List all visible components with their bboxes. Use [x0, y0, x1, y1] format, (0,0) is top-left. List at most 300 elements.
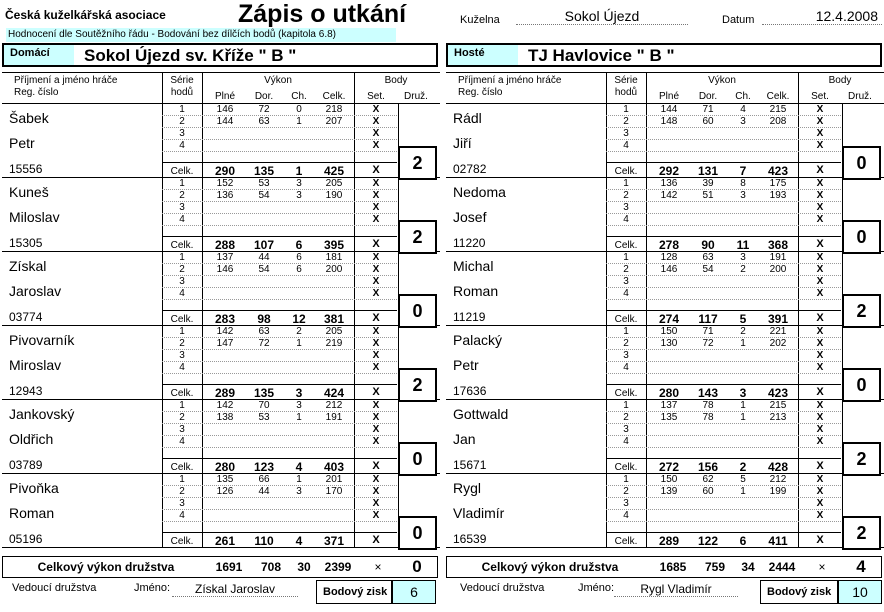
player-reg-number[interactable]: 15305 — [9, 236, 43, 250]
series-row — [606, 326, 841, 338]
set-mark: X — [816, 338, 824, 349]
player-total-row — [162, 310, 397, 326]
series-row — [606, 400, 841, 412]
total-full: 272 — [658, 460, 680, 474]
series-row — [162, 436, 397, 448]
player-surname[interactable]: Nedoma — [453, 184, 506, 200]
total-value: 205 — [325, 326, 343, 337]
clear-value[interactable]: 54 — [258, 264, 270, 275]
set-total-mark: X — [816, 312, 824, 324]
player-surname[interactable]: Michal — [453, 258, 494, 274]
set-mark: X — [816, 140, 824, 151]
series-row — [162, 264, 397, 276]
full-value[interactable]: 148 — [660, 116, 678, 127]
player-block — [2, 178, 440, 252]
column-team-label: Druž. — [404, 91, 428, 102]
clear-value[interactable]: 60 — [702, 116, 714, 127]
set-mark: X — [372, 202, 380, 213]
set-mark: X — [816, 424, 824, 435]
player-reg-number[interactable]: 03789 — [9, 458, 43, 472]
player-reg-number[interactable]: 11219 — [453, 310, 486, 324]
player-block — [446, 474, 884, 548]
player-points[interactable]: 2 — [842, 294, 881, 328]
series-number: 1 — [623, 104, 629, 115]
set-total-mark: X — [372, 460, 380, 472]
guest-sum-x: × — [818, 560, 826, 574]
clear-value[interactable]: 44 — [258, 486, 270, 497]
set-mark: X — [372, 412, 380, 423]
miss-value[interactable]: 4 — [740, 104, 746, 115]
player-reg-number[interactable]: 02782 — [453, 162, 487, 176]
set-mark: X — [372, 424, 380, 435]
series-number: 2 — [179, 338, 185, 349]
full-value[interactable]: 144 — [660, 104, 678, 115]
clear-value[interactable]: 71 — [702, 326, 714, 337]
clear-value[interactable]: 54 — [258, 190, 270, 201]
total-full: 288 — [214, 238, 236, 252]
total-miss: 7 — [739, 164, 747, 178]
series-row — [162, 116, 397, 128]
total-row-label: Celk. — [614, 314, 638, 325]
player-block — [446, 252, 884, 326]
home-score-value[interactable]: 6 — [392, 580, 436, 604]
player-points[interactable]: 2 — [842, 442, 881, 476]
player-points[interactable]: 0 — [842, 220, 881, 254]
column-clear-label: Dor. — [254, 91, 274, 102]
home-team-name[interactable]: Sokol Újezd sv. Kříže " B " — [84, 46, 297, 65]
total-value: 212 — [325, 400, 343, 411]
set-mark: X — [372, 276, 380, 287]
column-series-label: Série — [614, 75, 638, 86]
series-number: 1 — [179, 252, 185, 263]
set-mark: X — [372, 104, 380, 115]
series-row — [606, 338, 841, 350]
player-first-name[interactable]: Jan — [453, 431, 476, 447]
series-number: 2 — [179, 116, 185, 127]
date-field[interactable]: 12.4.2008 — [762, 8, 882, 25]
full-value[interactable]: 130 — [660, 338, 678, 349]
total-row-label: Celk. — [614, 240, 638, 251]
series-row — [606, 190, 841, 202]
clear-value[interactable]: 78 — [702, 412, 714, 423]
miss-value[interactable]: 1 — [296, 116, 302, 127]
player-block — [446, 326, 884, 400]
miss-value[interactable]: 3 — [296, 400, 302, 411]
set-mark: X — [372, 362, 380, 373]
series-number: 4 — [623, 436, 629, 447]
set-mark: X — [372, 486, 380, 497]
set-mark: X — [816, 264, 824, 275]
clear-value[interactable]: 63 — [702, 252, 714, 263]
clear-value[interactable]: 60 — [702, 486, 714, 497]
guest-score-value[interactable]: 10 — [838, 580, 882, 604]
total-full: 290 — [214, 164, 236, 178]
total-clear: 156 — [697, 460, 719, 474]
total-clear: 122 — [697, 534, 719, 548]
series-row — [606, 116, 841, 128]
clear-value[interactable]: 72 — [258, 338, 270, 349]
scoring-rule-note: Hodnocení dle Soutěžního řádu - Bodování bez dílčích bodů (kapitola 6.8) — [6, 28, 396, 42]
miss-value[interactable]: 1 — [740, 400, 746, 411]
player-first-name[interactable]: Petr — [453, 357, 479, 373]
column-series-label-2: hodů — [614, 87, 638, 98]
total-full: 274 — [658, 312, 680, 326]
series-row — [606, 350, 841, 362]
clear-value[interactable]: 78 — [702, 400, 714, 411]
player-points[interactable]: 0 — [398, 442, 437, 476]
home-leader-label: Vedoucí družstva — [12, 582, 97, 594]
total-sum: 423 — [767, 164, 789, 178]
home-panel — [2, 72, 440, 548]
series-number: 4 — [623, 214, 629, 225]
set-mark: X — [816, 104, 824, 115]
player-block — [2, 326, 440, 400]
column-full-label: Plné — [214, 91, 235, 102]
column-header — [2, 72, 440, 104]
series-row — [606, 288, 841, 300]
home-sum-clear: 708 — [260, 560, 282, 574]
miss-value[interactable]: 3 — [296, 486, 302, 497]
total-clear: 135 — [253, 386, 275, 400]
column-series-label: Série — [170, 75, 194, 86]
player-reg-number[interactable]: 11220 — [453, 236, 486, 250]
series-number: 1 — [179, 104, 185, 115]
miss-value[interactable]: 5 — [740, 474, 746, 485]
miss-value[interactable]: 0 — [296, 104, 302, 115]
clear-value[interactable]: 63 — [258, 326, 270, 337]
set-mark: X — [372, 140, 380, 151]
total-full: 292 — [658, 164, 680, 178]
full-value[interactable]: 126 — [216, 486, 234, 497]
full-value[interactable]: 136 — [216, 190, 234, 201]
column-series-label-2: hodů — [170, 87, 194, 98]
home-sum-total: 2399 — [324, 560, 352, 574]
series-number: 2 — [623, 116, 629, 127]
column-points-label: Body — [828, 75, 852, 86]
clear-value[interactable]: 39 — [702, 178, 714, 189]
player-points[interactable]: 2 — [842, 516, 881, 550]
miss-value[interactable]: 2 — [740, 326, 746, 337]
player-points[interactable]: 2 — [398, 368, 437, 402]
total-clear: 107 — [253, 238, 275, 252]
clear-value[interactable]: 54 — [702, 264, 714, 275]
full-value[interactable]: 146 — [216, 264, 234, 275]
full-value[interactable]: 152 — [216, 178, 234, 189]
total-sum: 411 — [768, 534, 788, 548]
set-mark: X — [816, 412, 824, 423]
clear-value[interactable]: 70 — [258, 400, 270, 411]
player-reg-number[interactable]: 12943 — [9, 384, 43, 398]
column-reg-label: Reg. číslo — [458, 87, 503, 98]
series-number: 2 — [623, 338, 629, 349]
guest-team-name[interactable]: TJ Havlovice " B " — [528, 46, 675, 65]
total-full: 283 — [214, 312, 236, 326]
series-row — [162, 400, 397, 412]
miss-value[interactable]: 3 — [740, 116, 746, 127]
series-row — [606, 252, 841, 264]
total-sum: 423 — [767, 386, 789, 400]
player-reg-number[interactable]: 17636 — [453, 384, 487, 398]
miss-value[interactable]: 1 — [296, 338, 302, 349]
column-team-label: Druž. — [848, 91, 872, 102]
full-value[interactable]: 139 — [660, 486, 678, 497]
series-row — [606, 412, 841, 424]
player-first-name[interactable]: Jaroslav — [9, 283, 62, 299]
total-sum: 395 — [323, 238, 345, 252]
full-value[interactable]: 142 — [216, 326, 234, 337]
full-value[interactable]: 147 — [216, 338, 234, 349]
player-total-row — [162, 532, 397, 548]
player-points[interactable]: 0 — [398, 294, 437, 328]
total-miss: 6 — [295, 238, 303, 252]
column-clear-label: Dor. — [698, 91, 718, 102]
set-mark: X — [816, 362, 824, 373]
guest-sum-label: Celkový výkon družstva — [481, 560, 619, 574]
series-number: 1 — [623, 400, 629, 411]
set-mark: X — [372, 116, 380, 127]
series-number: 1 — [623, 326, 629, 337]
set-total-mark: X — [372, 386, 380, 398]
miss-value[interactable]: 3 — [740, 190, 746, 201]
total-row-label: Celk. — [614, 166, 638, 177]
miss-value[interactable]: 2 — [740, 264, 746, 275]
guest-team-header — [446, 43, 882, 67]
guest-sum-miss: 34 — [741, 560, 755, 574]
player-reg-number[interactable]: 16539 — [453, 532, 487, 546]
series-number: 1 — [623, 252, 629, 263]
player-surname[interactable]: Palacký — [453, 332, 503, 348]
column-miss-label: Ch. — [735, 91, 751, 102]
clear-value[interactable]: 53 — [258, 412, 270, 423]
clear-value[interactable]: 71 — [702, 104, 714, 115]
series-number: 1 — [179, 474, 185, 485]
guest-sum-total: 2444 — [768, 560, 796, 574]
set-mark: X — [816, 350, 824, 361]
set-mark: X — [816, 510, 824, 521]
series-row — [606, 486, 841, 498]
series-row — [162, 276, 397, 288]
set-mark: X — [372, 190, 380, 201]
series-number: 2 — [623, 264, 629, 275]
player-reg-number[interactable]: 05196 — [9, 532, 43, 546]
clear-value[interactable]: 62 — [702, 474, 714, 485]
series-number: 1 — [179, 326, 185, 337]
player-total-row — [162, 162, 397, 178]
total-row-label: Celk. — [170, 166, 194, 177]
player-surname[interactable]: Pivovarník — [9, 332, 75, 348]
series-number: 3 — [179, 424, 185, 435]
venue-field[interactable]: Sokol Újezd — [516, 8, 688, 25]
clear-value[interactable]: 66 — [258, 474, 270, 485]
player-total-row — [606, 384, 841, 400]
full-value[interactable]: 150 — [660, 474, 678, 485]
miss-value[interactable]: 1 — [740, 338, 746, 349]
player-surname[interactable]: Rygl — [453, 480, 482, 496]
home-name-label: Jméno: — [134, 582, 171, 594]
series-number: 3 — [623, 276, 629, 287]
miss-value[interactable]: 6 — [296, 264, 302, 275]
series-row — [162, 510, 397, 522]
series-number: 2 — [623, 190, 629, 201]
total-miss: 3 — [739, 386, 747, 400]
player-first-name[interactable]: Miroslav — [9, 357, 62, 373]
set-mark: X — [372, 510, 380, 521]
full-value[interactable]: 137 — [660, 400, 678, 411]
full-value[interactable]: 146 — [216, 104, 234, 115]
total-row-label: Celk. — [170, 240, 194, 251]
clear-value[interactable]: 72 — [258, 104, 270, 115]
series-row — [606, 178, 841, 190]
series-row — [606, 436, 841, 448]
full-value[interactable]: 135 — [660, 412, 678, 423]
player-points[interactable]: 0 — [842, 368, 881, 402]
player-reg-number[interactable]: 15671 — [453, 458, 487, 472]
player-block — [2, 474, 440, 548]
clear-value[interactable]: 72 — [702, 338, 714, 349]
player-surname[interactable]: Jankovský — [9, 406, 75, 422]
player-reg-number[interactable]: 03774 — [9, 310, 43, 324]
miss-value[interactable]: 1 — [296, 412, 302, 423]
player-surname[interactable]: Šabek — [9, 110, 49, 126]
total-value: 191 — [325, 412, 343, 423]
full-value[interactable]: 135 — [216, 474, 234, 485]
miss-value[interactable]: 6 — [296, 252, 302, 263]
series-number: 3 — [179, 202, 185, 213]
column-points-label: Body — [384, 75, 408, 86]
player-first-name[interactable]: Roman — [453, 283, 499, 299]
series-row — [162, 350, 397, 362]
set-mark: X — [372, 252, 380, 263]
series-number: 1 — [623, 178, 629, 189]
series-row — [606, 498, 841, 510]
player-points[interactable]: 0 — [398, 516, 437, 550]
full-value[interactable]: 128 — [660, 252, 678, 263]
series-row — [162, 338, 397, 350]
home-sum-full: 1691 — [215, 560, 243, 574]
player-first-name[interactable]: Vladimír — [453, 505, 505, 521]
date-label: Datum — [722, 14, 755, 26]
miss-value[interactable]: 3 — [296, 178, 302, 189]
full-value[interactable]: 142 — [660, 190, 678, 201]
miss-value[interactable]: 1 — [740, 486, 746, 497]
player-first-name[interactable]: Oldřich — [9, 431, 54, 447]
guest-leader-field[interactable]: Rygl Vladimír — [614, 582, 738, 597]
set-mark: X — [816, 486, 824, 497]
player-points[interactable]: 2 — [398, 146, 437, 180]
series-row — [162, 104, 397, 116]
set-mark: X — [372, 474, 380, 485]
set-total-mark: X — [816, 460, 824, 472]
full-value[interactable]: 142 — [216, 400, 234, 411]
series-row — [606, 214, 841, 226]
miss-value[interactable]: 8 — [740, 178, 746, 189]
full-value[interactable]: 136 — [660, 178, 678, 189]
player-first-name[interactable]: Miloslav — [9, 209, 60, 225]
set-mark: X — [372, 288, 380, 299]
total-miss: 6 — [739, 534, 747, 548]
player-points[interactable]: 0 — [842, 146, 881, 180]
home-leader-field[interactable]: Získal Jaroslav — [172, 582, 298, 597]
player-block — [446, 178, 884, 252]
full-value[interactable]: 146 — [660, 264, 678, 275]
series-number: 4 — [179, 288, 185, 299]
series-number: 3 — [179, 350, 185, 361]
total-value: 200 — [325, 264, 343, 275]
full-value[interactable]: 138 — [216, 412, 234, 423]
guest-leader-label: Vedoucí družstva — [460, 582, 545, 594]
miss-value[interactable]: 2 — [296, 326, 302, 337]
player-block — [2, 252, 440, 326]
player-points[interactable]: 2 — [398, 220, 437, 254]
player-reg-number[interactable]: 15556 — [9, 162, 43, 176]
total-value: 207 — [325, 116, 343, 127]
clear-value[interactable]: 53 — [258, 178, 270, 189]
clear-value[interactable]: 51 — [702, 190, 714, 201]
player-total-row — [606, 458, 841, 474]
total-value: 200 — [769, 264, 787, 275]
clear-value[interactable]: 44 — [258, 252, 270, 263]
series-number: 3 — [623, 202, 629, 213]
player-surname[interactable]: Gottwald — [453, 406, 509, 422]
miss-value[interactable]: 1 — [296, 474, 302, 485]
total-sum: 381 — [323, 312, 345, 326]
full-value[interactable]: 144 — [216, 116, 234, 127]
player-first-name[interactable]: Josef — [453, 209, 487, 225]
player-first-name[interactable]: Roman — [9, 505, 55, 521]
series-row — [162, 412, 397, 424]
full-value[interactable]: 137 — [216, 252, 234, 263]
set-mark: X — [816, 202, 824, 213]
miss-value[interactable]: 3 — [740, 252, 746, 263]
total-clear: 143 — [697, 386, 719, 400]
series-number: 3 — [623, 128, 629, 139]
total-value: 213 — [769, 412, 787, 423]
column-set-label: Set. — [811, 91, 829, 102]
set-mark: X — [816, 276, 824, 287]
guest-panel — [446, 72, 884, 548]
column-reg-label: Reg. číslo — [14, 87, 59, 98]
clear-value[interactable]: 63 — [258, 116, 270, 127]
series-row — [606, 140, 841, 152]
player-surname[interactable]: Kuneš — [9, 184, 49, 200]
miss-value[interactable]: 1 — [740, 412, 746, 423]
player-first-name[interactable]: Petr — [9, 135, 35, 151]
series-row — [162, 362, 397, 374]
total-row-label: Celk. — [170, 536, 194, 547]
player-surname[interactable]: Pivoňka — [9, 480, 59, 496]
series-row — [606, 264, 841, 276]
set-mark: X — [816, 436, 824, 447]
total-full: 280 — [658, 386, 680, 400]
total-sum: 371 — [323, 534, 345, 548]
total-clear: 98 — [257, 312, 271, 326]
set-mark: X — [816, 252, 824, 263]
full-value[interactable]: 150 — [660, 326, 678, 337]
total-sum: 424 — [323, 386, 345, 400]
series-row — [162, 424, 397, 436]
home-team-total — [2, 556, 438, 578]
player-surname[interactable]: Získal — [9, 258, 47, 274]
total-value: 215 — [769, 400, 787, 411]
series-number: 1 — [179, 400, 185, 411]
series-row — [162, 178, 397, 190]
player-surname[interactable]: Rádl — [453, 110, 482, 126]
miss-value[interactable]: 3 — [296, 190, 302, 201]
set-mark: X — [816, 326, 824, 337]
player-first-name[interactable]: Jiří — [453, 135, 472, 151]
player-total-row — [162, 384, 397, 400]
column-header — [446, 72, 884, 104]
